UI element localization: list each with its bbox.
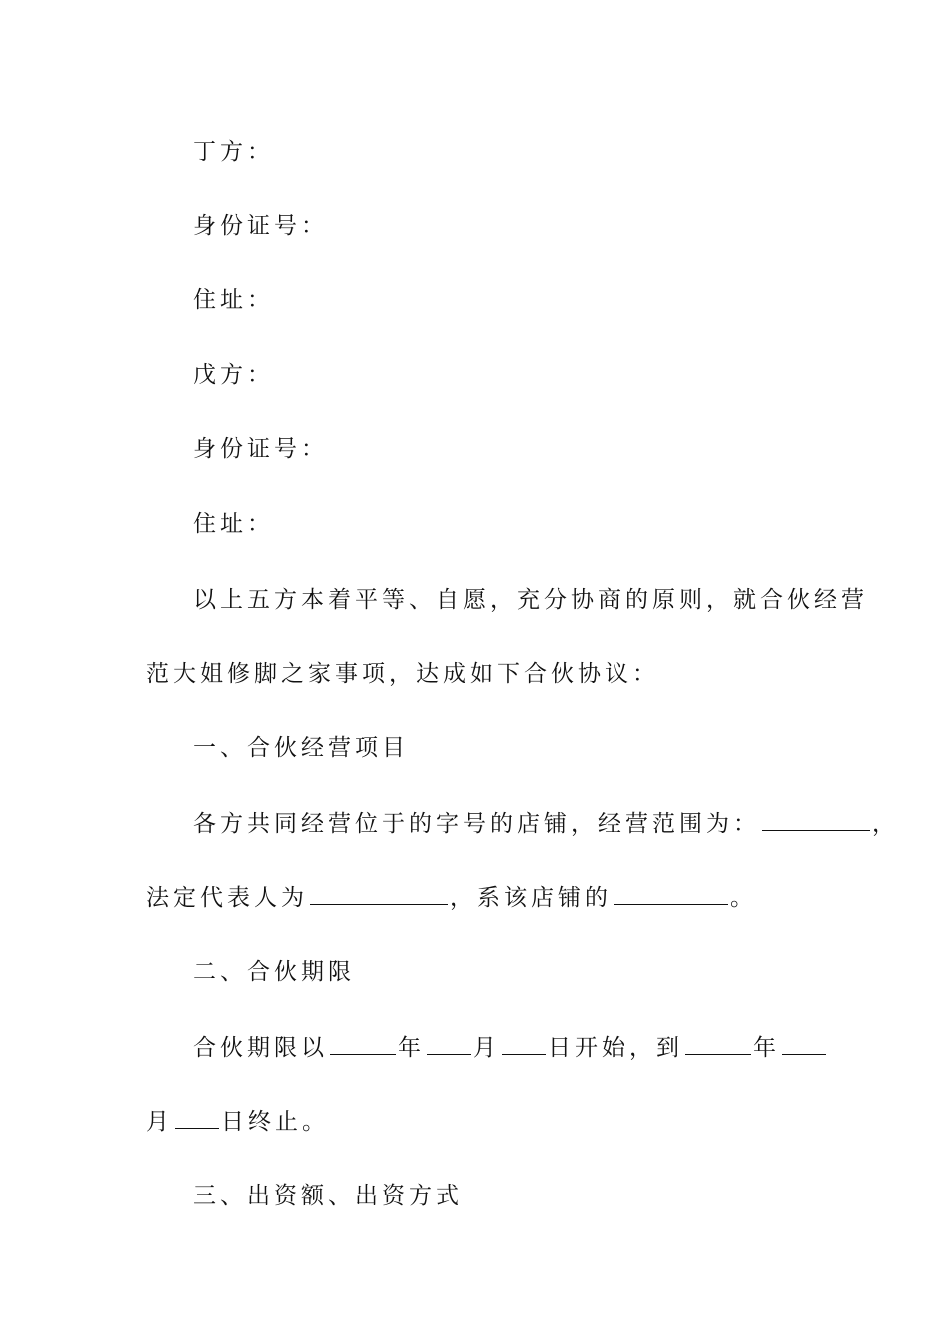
term-line-2	[146, 1104, 329, 1140]
legal-rep-text: 法定代表人为	[146, 885, 308, 911]
clause-1-period: 。	[730, 885, 757, 911]
end-year-blank[interactable]	[685, 1034, 751, 1055]
legal-rep-blank[interactable]	[310, 884, 448, 905]
section-2-heading: 二、合伙期限	[193, 959, 355, 985]
business-scope-blank[interactable]	[762, 810, 870, 831]
shop-role-text: ，系该店铺的	[450, 885, 612, 911]
term-end-month-text: 月	[146, 1109, 173, 1135]
term-day-start-text: 日开始，到	[548, 1035, 683, 1061]
party-e-id-label: 身份证号：	[193, 436, 328, 462]
preamble-line-2: 范大姐修脚之家事项，达成如下合伙协议：	[146, 661, 659, 687]
shop-role-blank[interactable]	[614, 884, 728, 905]
party-d-label: 丁方：	[193, 139, 274, 165]
start-year-blank[interactable]	[330, 1034, 396, 1055]
term-line-1	[193, 1030, 828, 1066]
preamble-line-1: 以上五方本着平等、自愿，充分协商的原则，就合伙经营	[193, 587, 868, 613]
clause-1-text: 各方共同经营位于的字号的店铺，经营范围为：	[193, 811, 760, 837]
clause-1-line-1	[193, 806, 899, 842]
end-day-blank[interactable]	[175, 1108, 219, 1129]
term-year-text: 年	[398, 1035, 425, 1061]
party-e-address-label: 住址：	[193, 511, 274, 537]
clause-1-line-2	[146, 880, 757, 916]
start-month-blank[interactable]	[427, 1034, 471, 1055]
clause-1-comma: ，	[872, 811, 899, 837]
term-start-text: 合伙期限以	[193, 1035, 328, 1061]
party-e-label: 戊方：	[193, 362, 274, 388]
party-d-address-label: 住址：	[193, 287, 274, 313]
start-day-blank[interactable]	[502, 1034, 546, 1055]
end-month-blank[interactable]	[782, 1034, 826, 1055]
section-1-heading: 一、合伙经营项目	[193, 735, 409, 761]
party-d-id-label: 身份证号：	[193, 213, 328, 239]
term-end-text: 日终止。	[221, 1109, 329, 1135]
term-end-year-text: 年	[753, 1035, 780, 1061]
section-3-heading: 三、出资额、出资方式	[193, 1183, 463, 1209]
term-month-text: 月	[473, 1035, 500, 1061]
